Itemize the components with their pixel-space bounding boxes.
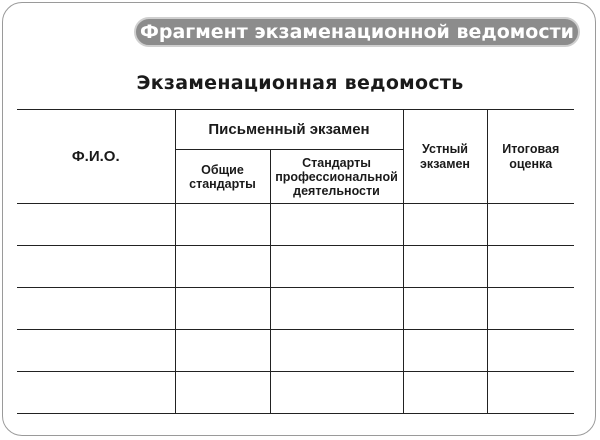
header-professional-standards-line1: Стандарты	[302, 155, 371, 170]
table-cell	[487, 330, 574, 372]
header-general-standards	[175, 150, 270, 204]
table-cell	[175, 330, 270, 372]
table-cell	[175, 288, 270, 330]
table-cell	[17, 372, 175, 414]
header-oral-exam	[403, 110, 487, 204]
table-cell	[487, 204, 574, 246]
table-row	[17, 372, 574, 414]
header-professional-standards-line3: деятельности	[293, 183, 380, 198]
table-cell	[270, 204, 403, 246]
table-row	[17, 288, 574, 330]
table-cell	[270, 288, 403, 330]
table-cell	[17, 246, 175, 288]
table-cell	[270, 246, 403, 288]
table-row	[17, 204, 574, 246]
table-row	[17, 246, 574, 288]
table-cell	[403, 330, 487, 372]
table-cell	[270, 330, 403, 372]
table-cell	[17, 204, 175, 246]
table-row	[17, 330, 574, 372]
table-cell	[403, 204, 487, 246]
exam-sheet-table	[17, 109, 574, 414]
header-fio: Ф.И.О.	[17, 110, 175, 204]
header-oral-exam-line1: Устный	[422, 141, 468, 156]
table-cell	[403, 246, 487, 288]
table-cell	[175, 372, 270, 414]
table-cell	[487, 246, 574, 288]
table-cell	[403, 288, 487, 330]
table-cell	[17, 288, 175, 330]
header-general-standards-line1: Общие	[201, 162, 244, 177]
header-professional-standards-line2: профессиональной	[275, 169, 398, 184]
page-title: Экзаменационная ведомость	[136, 72, 464, 94]
table-cell	[17, 330, 175, 372]
table-cell	[487, 372, 574, 414]
table-cell	[403, 372, 487, 414]
table-cell	[487, 288, 574, 330]
header-general-standards-line2: стандарты	[189, 176, 256, 191]
header-written-exam: Письменный экзамен	[175, 110, 403, 150]
banner-title: Фрагмент экзаменационной ведомости	[134, 17, 580, 47]
table-cell	[175, 204, 270, 246]
table-cell	[175, 246, 270, 288]
header-professional-standards	[270, 150, 403, 204]
header-final-grade-line1: Итоговая	[502, 141, 560, 156]
table-cell	[270, 372, 403, 414]
header-final-grade	[487, 110, 574, 204]
header-oral-exam-line2: экзамен	[420, 156, 470, 171]
header-final-grade-line2: оценка	[509, 156, 553, 171]
